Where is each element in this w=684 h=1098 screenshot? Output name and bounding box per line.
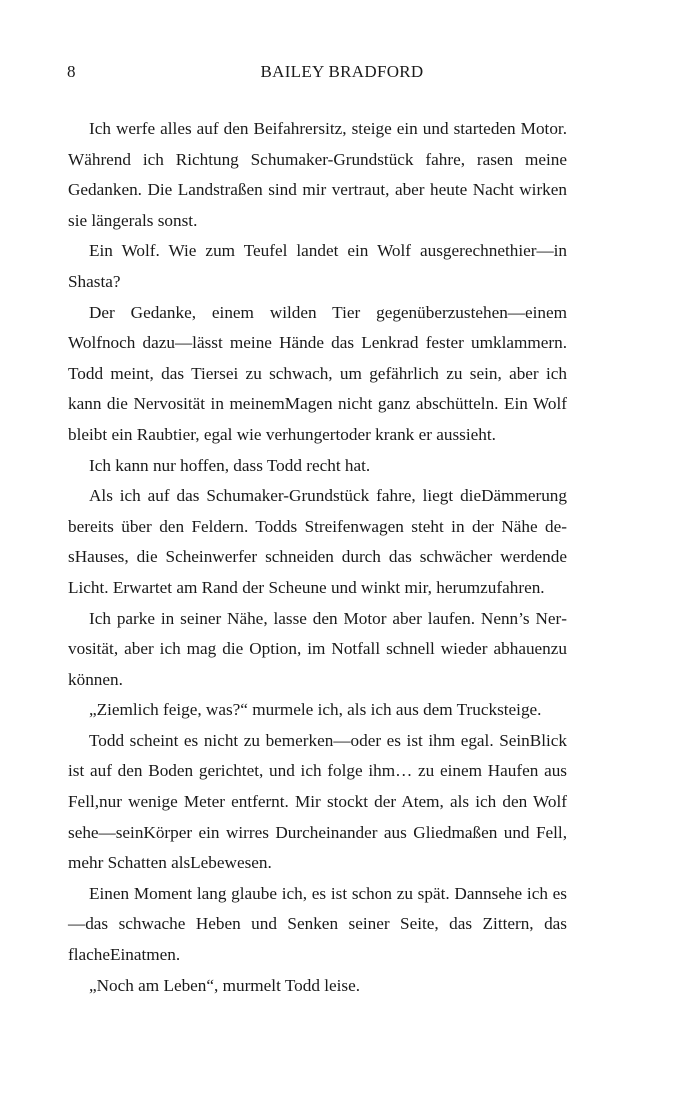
paragraph: Ich kann nur hoffen, dass Todd recht hat.: [89, 455, 371, 475]
running-head-author: BAILEY BRADFORD: [260, 62, 424, 81]
page-number: 8: [67, 62, 76, 81]
paragraph: Als ich auf das Schumaker-Grundstück fahre, liegt dieDämmerung bereits über den Feldern. Todds Streifenwagen steht in der Nähe desHauses, die Scheinwerfer schneiden durch das schwächer werdende Licht. Erwartet am Rand der Scheune und winkt mir, herumzufahren.: [68, 486, 567, 597]
paragraph: „Ziemlich feige, was?“ murmele ich, als ich aus dem Trucksteige.: [89, 700, 542, 720]
paragraph: Ein Wolf. Wie zum Teufel landet ein Wolf ausgerechnethier—in Shasta?: [68, 241, 567, 291]
paragraph: Einen Moment lang glaube ich, es ist schon zu spät. Dannsehe ich es—das schwache Heben und Senken seiner Seite, das Zittern, das flacheEinatmen.: [68, 883, 567, 965]
paragraph: Ich parke in seiner Nähe, lasse den Motor aber laufen. Nenn’s Nervosität, aber ich mag die Option, im Notfall schnell wieder abhauenzu können.: [68, 608, 567, 689]
paragraph: Der Gedanke, einem wilden Tier gegenüberzustehen—einem Wolfnoch dazu—lässt meine Hände das Lenkrad fester umklammern. Todd meint, das Tiersei zu schwach, um gefährlich zu sein, aber ich kann die Nervosität in meinemMagen nicht ganz abschütteln. Ein Wolf bleibt ein Raubtier, egal wie verhungertoder krank er aussieht.: [68, 302, 567, 444]
paragraph: „Noch am Leben“, murmelt Todd leise.: [89, 975, 361, 995]
paragraph: Ich werfe alles auf den Beifahrersitz, steige ein und starteden Motor. Während ich Richtung Schumaker-Grundstück fahre, rasen meine Gedanken. Die Landstraßen sind mir vertraut, aber heute Nacht wirken sie längerals sonst.: [68, 119, 567, 230]
paragraph: Todd scheint es nicht zu bemerken—oder es ist ihm egal. SeinBlick ist auf den Boden gerichtet, und ich folge ihm… zu einem Haufen aus Fell,nur wenige Meter entfernt. Mir stockt der Atem, als ich den Wolf sehe—seinKörper ein wirres Durcheinander aus Gliedmaßen und Fell, mehr Schatten alsLebewesen.: [68, 730, 567, 873]
body-text: [68, 114, 567, 1001]
